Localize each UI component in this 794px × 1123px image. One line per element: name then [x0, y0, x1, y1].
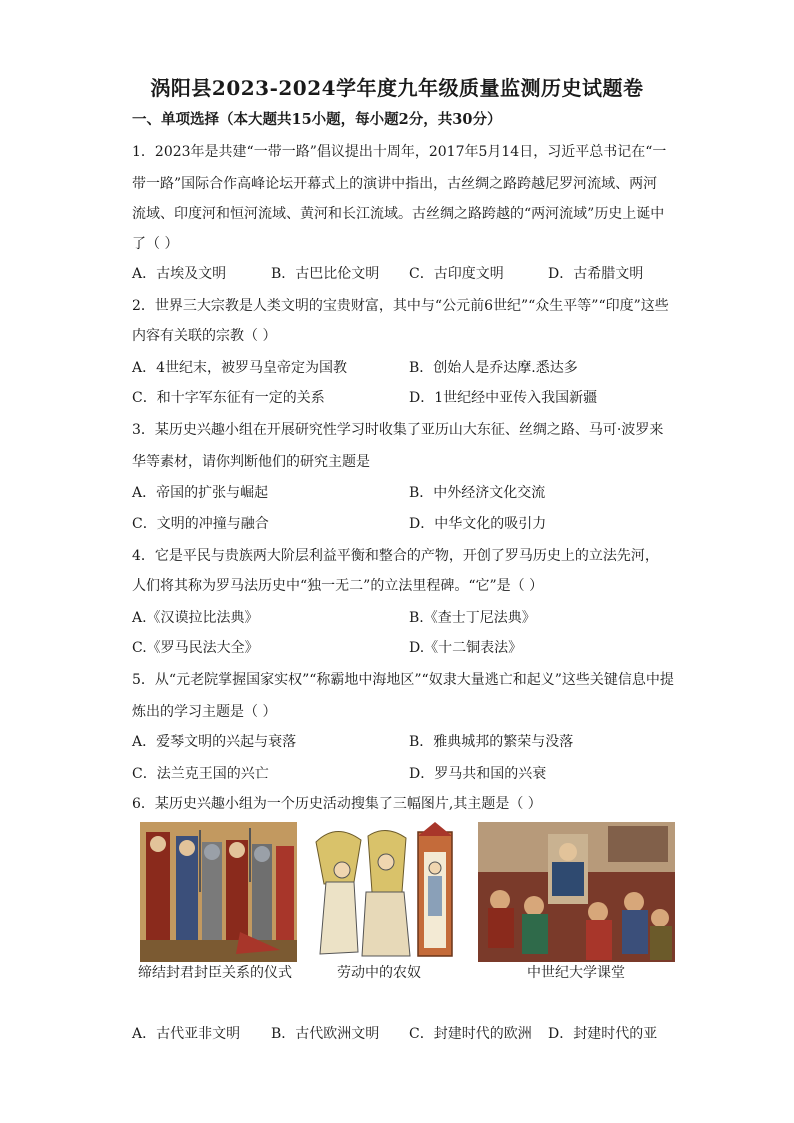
- q2-option-d: D．1世纪经中亚传入我国新疆: [409, 390, 598, 406]
- q3-option-b: B．中外经济文化交流: [409, 485, 546, 501]
- q4-option-c: C.《罗马民法大全》: [132, 640, 259, 656]
- q1-option-a: A．古埃及文明: [132, 266, 227, 282]
- page-title: 涡阳县2023-2024学年度九年级质量监测历史试题卷: [150, 76, 644, 100]
- q1-line: 1．2023年是共建“一带一路”倡议提出十周年，2017年5月14日，习近平总书记在“一: [132, 144, 667, 160]
- q1-option-d: D．古希腊文明: [548, 266, 644, 282]
- q2-option-b: B．创始人是乔达摩.悉达多: [409, 360, 578, 376]
- medieval-lecture-image: [478, 822, 675, 962]
- q3-option-d: D．中华文化的吸引力: [409, 516, 547, 532]
- q5-option-c: C．法兰克王国的兴亡: [132, 766, 269, 782]
- q4-option-b: B.《查士丁尼法典》: [409, 610, 536, 626]
- q4-line: 人们将其称为罗马法历史中“独一无二”的立法里程碑。“它”是（ ）: [132, 578, 544, 594]
- image-caption-lecture: 中世纪大学课堂: [527, 965, 625, 981]
- q2-option-c: C．和十字军东征有一定的关系: [132, 390, 325, 406]
- q3-line: 3．某历史兴趣小组在开展研究性学习时收集了亚历山大东征、丝绸之路、马可·波罗来: [132, 422, 664, 438]
- q3-option-c: C．文明的冲撞与融合: [132, 516, 269, 532]
- q4-option-a: A.《汉谟拉比法典》: [132, 610, 259, 626]
- q5-option-b: B．雅典城邦的繁荣与没落: [409, 734, 574, 750]
- q1-line: 了（ ）: [132, 236, 179, 252]
- q6-line: 6．某历史兴趣小组为一个历史活动搜集了三幅图片,其主题是（ ）: [132, 796, 542, 812]
- q6-option-d: D．封建时代的亚: [548, 1026, 658, 1042]
- section-heading: 一、单项选择（本大题共15小题，每小题2分，共30分）: [132, 111, 502, 128]
- q6-option-c: C．封建时代的欧洲: [409, 1026, 532, 1042]
- q4-option-d: D.《十二铜表法》: [409, 640, 523, 656]
- q3-option-a: A．帝国的扩张与崛起: [132, 485, 269, 501]
- q2-line: 2．世界三大宗教是人类文明的宝贵财富，其中与“公元前6世纪”“众生平等”“印度”这些: [132, 298, 669, 314]
- q5-line: 5．从“元老院掌握国家实权”“称霸地中海地区”“奴隶大量逃亡和起义”这些关键信息中提: [132, 672, 674, 688]
- q2-option-a: A．4世纪末，被罗马皇帝定为国教: [132, 360, 348, 376]
- image-caption-serfs: 劳动中的农奴: [337, 965, 421, 981]
- q5-line: 炼出的学习主题是（ ）: [132, 704, 277, 720]
- q1-option-b: B．古巴比伦文明: [271, 266, 380, 282]
- homage-ceremony-image: [140, 822, 297, 962]
- q2-line: 内容有关联的宗教（ ）: [132, 328, 277, 344]
- q6-option-a: A．古代亚非文明: [132, 1026, 241, 1042]
- q1-line: 带一路”国际合作高峰论坛开幕式上的演讲中指出，古丝绸之路跨越尼罗河流域、两河: [132, 176, 658, 192]
- q4-line: 4．它是平民与贵族两大阶层利益平衡和整合的产物，开创了罗马历史上的立法先河，: [132, 548, 659, 564]
- q5-option-d: D．罗马共和国的兴衰: [409, 766, 547, 782]
- q5-option-a: A．爱琴文明的兴起与衰落: [132, 734, 297, 750]
- image-caption-homage: 缔结封君封臣关系的仪式: [138, 965, 292, 981]
- q6-option-b: B．古代欧洲文明: [271, 1026, 380, 1042]
- q1-option-c: C．古印度文明: [409, 266, 504, 282]
- q1-line: 流域、印度河和恒河流域、黄河和长江流域。古丝绸之路跨越的“两河流域”历史上诞中: [132, 206, 665, 222]
- q3-line: 华等素材，请你判断他们的研究主题是: [132, 454, 370, 470]
- serfs-working-image: [306, 822, 456, 962]
